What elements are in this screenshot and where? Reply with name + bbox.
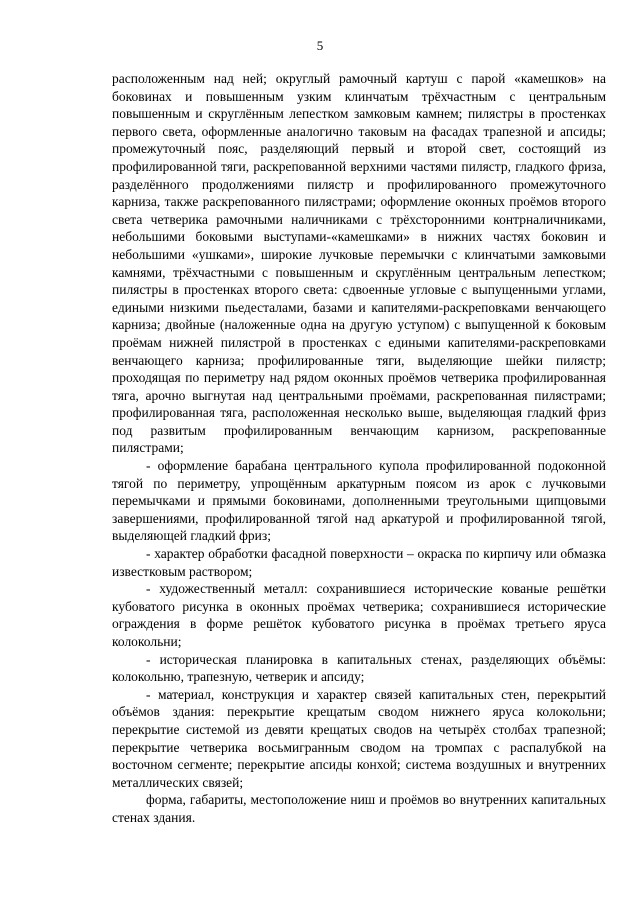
page-number: 5 [316, 38, 324, 53]
document-body [112, 70, 606, 827]
paragraph: - характер обработки фасадной поверхности – окраска по кирпичу или обмазка известковым раствором; [112, 546, 606, 579]
paragraph: расположенным над ней; округлый рамочный картуш с парой «камешков» на боковинах и повышенным узким клинчатым трёхчастным с центральным повышенным и скруглённым лепестком замковым камнем; пилястры в простенках первого света, оформленные аналогично таковым на фасадах трапезной и апсиды; промежуточный пояс, разделяющий первый и второй свет, состоящий из профилированной тяги, раскрепованной верхними частями пилястр, гладкого фриза, разделённого продолжениями пилястр и профилированного промежуточного карниза, также раскрепованного пилястрами; оформление оконных проёмов второго света четверика рамочными наличниками с трёхсторонними контрналичниками, небольшими боковыми выступами-«камешками» в нижних частях боковин и небольшими «ушками», широкие лучковые перемычки с клинчатыми замковыми камнями, трёхчастными с повышенным и скруглённым центральным лепестком; пилястры в простенках второго света: сдвоенные угловые с выпущенными углами, едиными низкими пьедесталами, базами и капителями-раскреповками венчающего карниза; двойные (наложенные одна на другую уступом) с выпущенной к боковым проёмам нижней пилястрой в простенках с едиными капителями-раскреповками венчающего карниза; профилированные тяги, выделяющие шейки пилястр; проходящая по периметру над рядом оконных проёмов четверика профилированная тяга, арочно выгнутая над центральными проёмами, раскрепованная пилястрами; профилированная тяга, расположенная несколько выше, выделяющая гладкий фриз под развитым профилированным венчающим карнизом, раскрепованные пилястрами; [112, 71, 606, 456]
paragraph: форма, габариты, местоположение ниш и проёмов во внутренних капитальных стенах здания. [112, 792, 606, 825]
paragraph: - материал, конструкция и характер связей капитальных стен, перекрытий объёмов здания: перекрытие крещатым сводом нижнего яруса колокольни; перекрытие системой из девяти крещатых сводов на четырёх столбах трапезной; перекрытие четверика восьмигранным сводом на тромпах с распалубкой на восточном сегменте; перекрытие апсиды конхой; система воздушных и внутренних металлических связей; [112, 686, 606, 790]
paragraph: - историческая планировка в капитальных стенах, разделяющих объёмы: колокольню, трапезную, четверик и апсиду; [112, 651, 606, 685]
paragraph: - художественный металл: сохранившиеся исторические кованые решётки кубоватого рисунка в оконных проёмах четверика; сохранившиеся исторические ограждения в форме решёток кубоватого рисунка в проёмах третьего яруса колокольни; [112, 581, 606, 649]
paragraph: - оформление барабана центрального купола профилированной подоконной тягой по периметру, упрощённым аркатурным поясом из арок с лучковыми перемычками и прямыми боковинами, дополненными треугольными щипцовыми завершениями, профилированной тягой над аркатурой и профилированной тягой, выделяющей гладкий фриз; [112, 458, 606, 544]
